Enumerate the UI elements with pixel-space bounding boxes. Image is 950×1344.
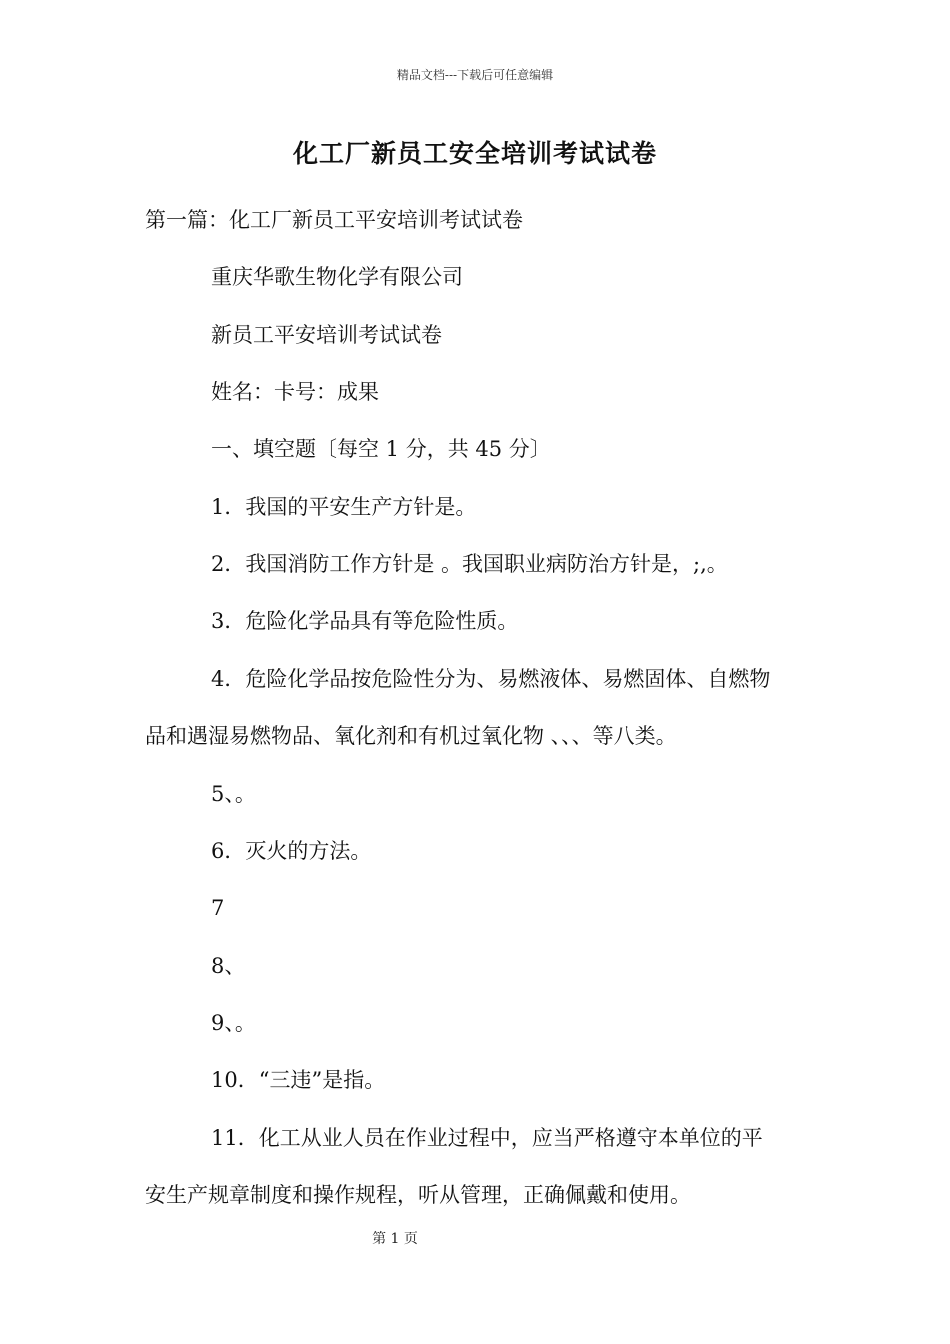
company-name: 重庆华歌生物化学有限公司 (211, 265, 463, 289)
question-11-continued: 安生产规章制度和操作规程，听从管理，正确佩戴和使用。 (145, 1183, 691, 1207)
section-heading: 第一篇：化工厂新员工平安培训考试试卷 (145, 208, 523, 232)
question-4: 4．危险化学品按危险性分为、易燃液体、易燃固体、自燃物 (211, 667, 771, 691)
question-8: 8、 (211, 954, 246, 978)
question-1: 1．我国的平安生产方针是。 (211, 495, 477, 519)
question-10: 10．“三违”是指。 (211, 1068, 386, 1092)
question-7: 7 (211, 896, 225, 920)
exam-subtitle: 新员工平安培训考试试卷 (211, 323, 442, 347)
question-11: 11．化工从业人员在作业过程中，应当严格遵守本单位的平 (211, 1126, 763, 1150)
question-4-continued: 品和遇湿易燃物品、氧化剂和有机过氧化物 、、、等八类。 (145, 724, 677, 748)
question-6: 6．灭火的方法。 (211, 839, 372, 863)
question-9: 9、。 (211, 1011, 256, 1035)
candidate-info-line: 姓名：卡号：成果 (211, 380, 379, 404)
document-title: 化工厂新员工安全培训考试试卷 (292, 139, 657, 168)
header-note: 精品文档---下载后可任意编辑 (396, 68, 554, 82)
question-5: 5、。 (211, 782, 256, 806)
question-2: 2．我国消防工作方针是 。我国职业病防治方针是，;,。 (211, 552, 728, 576)
part-one-heading: 一、填空题〔每空 1 分，共 45 分〕 (211, 437, 551, 461)
question-3: 3．危险化学品具有等危险性质。 (211, 609, 519, 633)
page-number: 第 1 页 (372, 1231, 418, 1247)
